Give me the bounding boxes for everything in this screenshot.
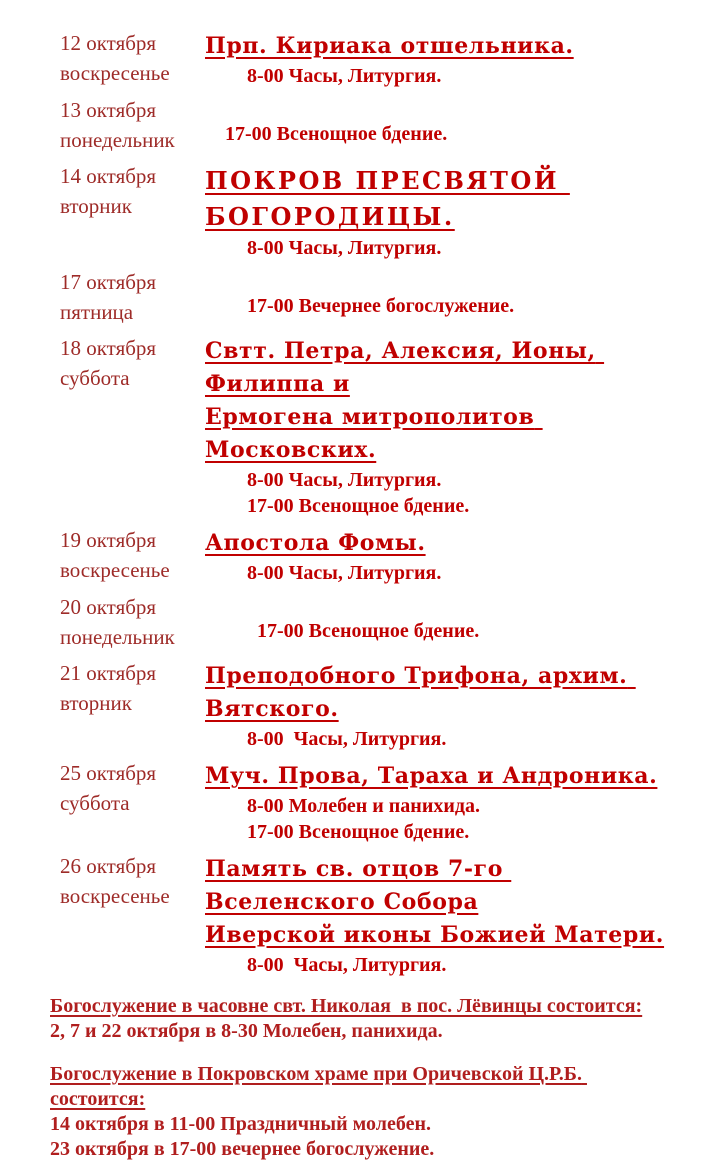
date-cell xyxy=(60,592,205,652)
feast-title: Свтт. Петра, Алексия, Ионы, Филиппа и xyxy=(205,338,605,397)
service-time: 17-00 Вечернее богослужение. xyxy=(247,295,515,317)
row-content xyxy=(205,525,677,586)
row-content xyxy=(205,851,677,978)
feast-title: Прп. Кириака отшельника. xyxy=(205,33,574,59)
note-pokrovsky-hram xyxy=(50,1062,677,1162)
feast-title: Память св. отцов 7-го Вселенского Собора xyxy=(205,856,512,915)
date-cell xyxy=(60,28,205,89)
weekday-label: суббота xyxy=(60,366,130,390)
row-content xyxy=(205,333,677,519)
schedule-row xyxy=(60,161,677,261)
service-time: 8-00 Часы, Литургия. xyxy=(247,728,447,750)
service-time: 8-00 Молебен и панихида. xyxy=(247,795,480,817)
date-label: 14 октября xyxy=(60,164,157,188)
date-label: 25 октября xyxy=(60,761,157,785)
service-time: 17-00 Всенощное бдение. xyxy=(247,821,470,843)
schedule-row xyxy=(60,267,677,327)
service-time: 8-00 Часы, Литургия. xyxy=(247,65,442,87)
row-content xyxy=(205,95,677,155)
weekday-label: воскресенье xyxy=(60,61,170,85)
date-label: 12 октября xyxy=(60,31,157,55)
date-label: 17 октября xyxy=(60,270,157,294)
date-cell xyxy=(60,851,205,978)
date-cell xyxy=(60,525,205,586)
weekday-label: воскресенье xyxy=(60,884,170,908)
schedule-row xyxy=(60,758,677,845)
service-time: 8-00 Часы, Литургия. xyxy=(247,237,442,259)
weekday-label: суббота xyxy=(60,791,130,815)
note-chapel-levintsy xyxy=(50,994,677,1044)
schedule-row xyxy=(60,525,677,586)
weekday-label: понедельник xyxy=(60,625,175,649)
row-content xyxy=(205,161,677,261)
note-line: 23 октября в 17-00 вечернее богослужение. xyxy=(50,1138,435,1160)
date-cell xyxy=(60,333,205,519)
date-label: 21 октября xyxy=(60,661,157,685)
feast-title: Преподобного Трифона, архим. Вятского. xyxy=(205,663,636,722)
row-content xyxy=(205,592,677,652)
weekday-label: вторник xyxy=(60,194,132,218)
feast-title: Апостола Фомы. xyxy=(205,530,426,556)
service-time: 17-00 Всенощное бдение. xyxy=(257,620,480,642)
weekday-label: пятница xyxy=(60,300,134,324)
feast-title: Иверской иконы Божией Матери. xyxy=(205,922,665,948)
row-content xyxy=(205,658,677,752)
weekday-label: понедельник xyxy=(60,128,175,152)
feast-title: Муч. Прова, Тараха и Андроника. xyxy=(205,763,658,789)
note-title: Богослужение в Покровском храме при Оричевской Ц.Р.Б. состоится: xyxy=(50,1063,587,1110)
schedule-row xyxy=(60,592,677,652)
date-label: 13 октября xyxy=(60,98,157,122)
weekday-label: вторник xyxy=(60,691,132,715)
note-line: 2, 7 и 22 октября в 8-30 Молебен, панихида. xyxy=(50,1020,443,1042)
date-cell xyxy=(60,161,205,261)
service-time: 17-00 Всенощное бдение. xyxy=(247,495,470,517)
service-time: 8-00 Часы, Литургия. xyxy=(247,562,442,584)
feast-title: Ермогена митрополитов Московских. xyxy=(205,404,543,463)
service-time: 17-00 Всенощное бдение. xyxy=(225,123,448,145)
schedule-row xyxy=(60,95,677,155)
service-time: 8-00 Часы, Литургия. xyxy=(247,469,442,491)
date-cell xyxy=(60,658,205,752)
date-label: 19 октября xyxy=(60,528,157,552)
note-title: Богослужение в часовне свт. Николая в пос. Лёвинцы состоится: xyxy=(50,995,643,1017)
service-time: 8-00 Часы, Литургия. xyxy=(247,954,447,976)
date-label: 26 октября xyxy=(60,854,157,878)
feast-title: ПОКРОВ ПРЕСВЯТОЙ БОГОРОДИЦЫ. xyxy=(205,166,570,231)
date-cell xyxy=(60,267,205,327)
schedule-row xyxy=(60,851,677,978)
note-line: 14 октября в 11-00 Праздничный молебен. xyxy=(50,1113,431,1135)
row-content xyxy=(205,758,677,845)
schedule-row xyxy=(60,28,677,89)
date-cell xyxy=(60,758,205,845)
date-label: 18 октября xyxy=(60,336,157,360)
row-content xyxy=(205,267,677,327)
row-content xyxy=(205,28,677,89)
date-cell xyxy=(60,95,205,155)
schedule-row xyxy=(60,658,677,752)
notes-section xyxy=(50,994,677,1162)
date-label: 20 октября xyxy=(60,595,157,619)
weekday-label: воскресенье xyxy=(60,558,170,582)
schedule-row xyxy=(60,333,677,519)
schedule-list xyxy=(60,28,677,978)
